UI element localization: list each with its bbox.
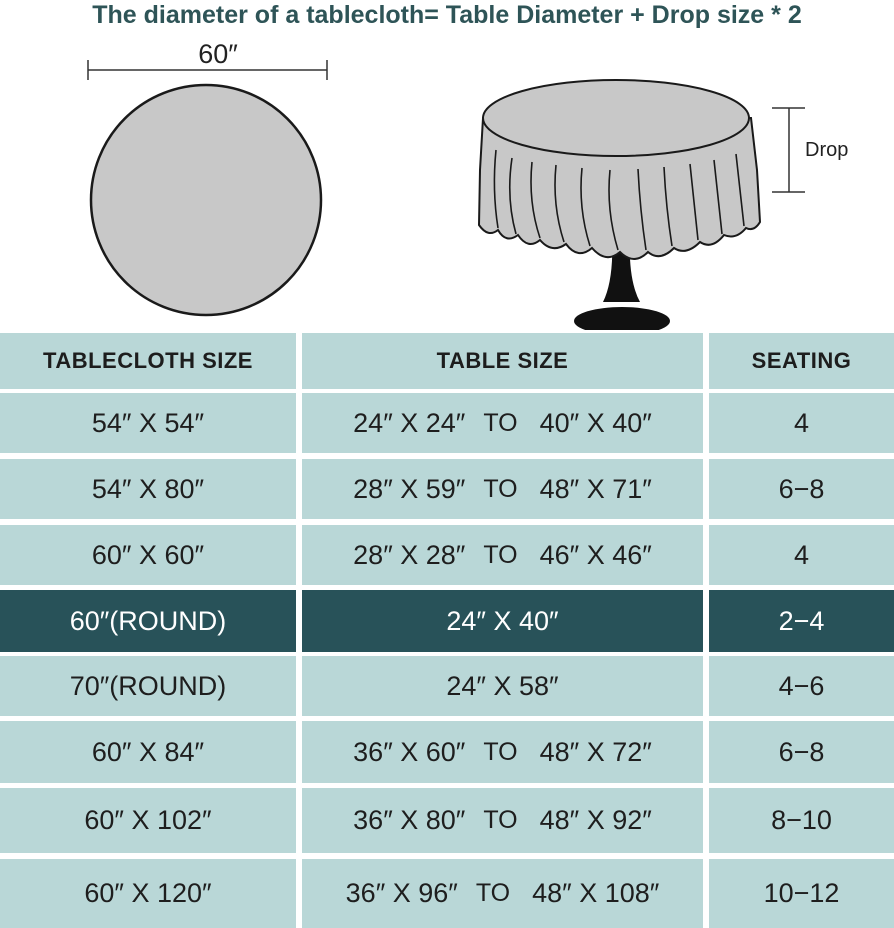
- seating-cell: 4: [709, 525, 894, 585]
- table-size-cell: [302, 525, 703, 585]
- tablecloth-size-cell: 60″ X 60″: [0, 525, 296, 585]
- table-size-from: 36″ X 60″: [353, 736, 466, 767]
- table-row-highlighted: [0, 590, 894, 652]
- tablecloth-size-cell: 60″(ROUND): [0, 590, 296, 652]
- table-size-from: 28″ X 28″: [353, 539, 466, 570]
- to-word: TO: [483, 408, 518, 437]
- round-tablecloth-top-view: [91, 85, 321, 315]
- table-row: [0, 859, 894, 928]
- diameter-label: 60″: [198, 39, 238, 69]
- table-size-from: 36″ X 96″: [345, 878, 458, 908]
- table-size-from: 36″ X 80″: [353, 805, 466, 835]
- table-size-to: 46″ X 46″: [539, 539, 652, 570]
- table-size-to: 48″ X 71″: [539, 473, 652, 504]
- tablecloth-size-cell: 60″ X 120″: [0, 859, 296, 928]
- table-size-cell: [302, 859, 703, 928]
- to-word: TO: [483, 540, 518, 569]
- table-row: [0, 525, 894, 585]
- table-row: [0, 788, 894, 853]
- table-size-to: 48″ X 72″: [539, 736, 652, 767]
- table-size-cell: [302, 393, 703, 453]
- table-row: [0, 656, 894, 716]
- to-word: TO: [475, 879, 511, 907]
- to-word: TO: [483, 806, 518, 834]
- seating-cell: 6−8: [709, 459, 894, 519]
- table-header-row: [0, 333, 894, 389]
- tablecloth-size-cell: 70″(ROUND): [0, 656, 296, 716]
- seating-cell: 2−4: [709, 590, 894, 652]
- table-size-from: 24″ X 24″: [353, 407, 466, 438]
- table-side-view: [479, 80, 760, 330]
- seating-cell: 4: [709, 393, 894, 453]
- tablecloth-size-cell: 60″ X 102″: [0, 788, 296, 853]
- table-size-cell: [302, 721, 703, 783]
- table-size-cell: [302, 788, 703, 853]
- tablecloth-size-cell: 54″ X 80″: [0, 459, 296, 519]
- tablecloth-size-cell: 60″ X 84″: [0, 721, 296, 783]
- page-title: The diameter of a tablecloth= Table Diameter + Drop size * 2: [92, 1, 802, 29]
- header-seating: SEATING: [709, 333, 894, 389]
- seating-cell: 6−8: [709, 721, 894, 783]
- header-table-size: TABLE SIZE: [302, 333, 703, 389]
- table-size-to: 48″ X 92″: [539, 805, 652, 835]
- seating-cell: 10−12: [709, 859, 894, 928]
- size-chart-table: [0, 333, 894, 928]
- to-word: TO: [483, 737, 518, 766]
- table-size-cell: 24″ X 40″: [302, 590, 703, 652]
- table-row: [0, 393, 894, 453]
- seating-cell: 4−6: [709, 656, 894, 716]
- table-row: [0, 721, 894, 783]
- seating-cell: 8−10: [709, 788, 894, 853]
- table-size-from: 28″ X 59″: [353, 473, 466, 504]
- table-size-cell: [302, 459, 703, 519]
- table-size-cell: 24″ X 58″: [302, 656, 703, 716]
- table-size-to: 48″ X 108″: [532, 878, 660, 908]
- diameter-dimension: [88, 39, 327, 80]
- table-row: [0, 459, 894, 519]
- tablecloth-size-cell: 54″ X 54″: [0, 393, 296, 453]
- drop-dimension: [772, 108, 848, 192]
- to-word: TO: [483, 474, 518, 503]
- tablecloth-diagram: [0, 30, 894, 330]
- table-size-to: 40″ X 40″: [539, 407, 652, 438]
- header-tablecloth-size: TABLECLOTH SIZE: [0, 333, 296, 389]
- drop-label: Drop: [805, 139, 849, 161]
